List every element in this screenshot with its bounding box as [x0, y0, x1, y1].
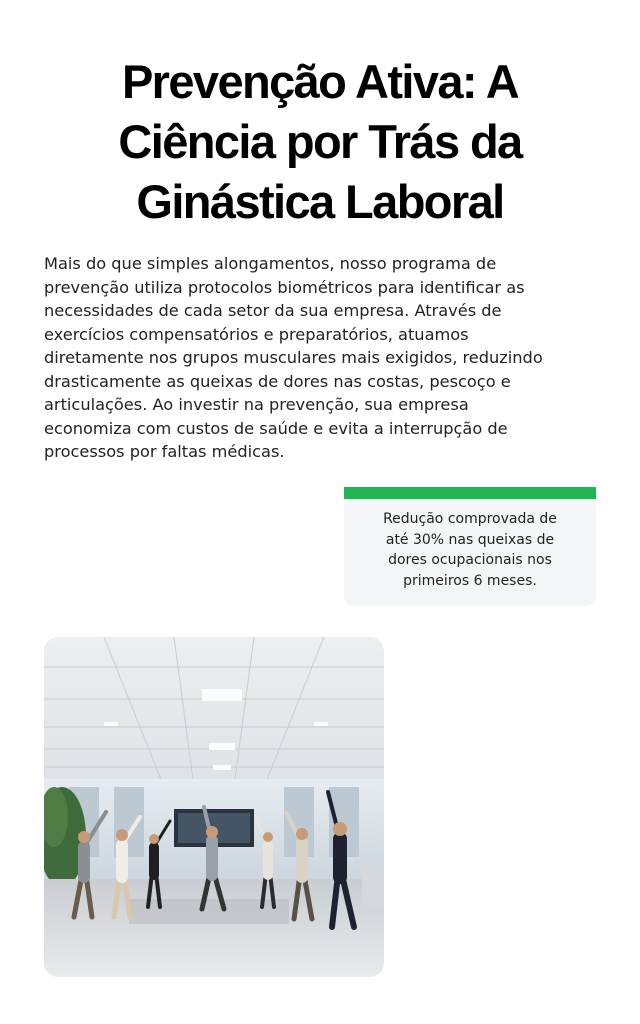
body-line: drasticamente as queixas de dores nas costas, pescoço e	[44, 371, 511, 391]
title-line: Ginástica Laboral	[136, 175, 504, 228]
body-line: exercícios compensatórios e preparatórios, atuamos	[44, 324, 469, 344]
stat-line: dores ocupacionais nos	[388, 552, 552, 568]
stat-accent-bar	[344, 487, 596, 499]
stat-line: Redução comprovada de	[383, 511, 557, 527]
body-line: Mais do que simples alongamentos, nosso programa de	[44, 254, 497, 273]
body-line: necessidades de cada setor da sua empresa. Através de	[44, 301, 502, 320]
body-line: articulações. Ao investir na prevenção, sua empresa	[44, 395, 469, 414]
office-stretching-photo	[44, 637, 384, 977]
page-title	[40, 52, 600, 232]
stat-line: até 30% nas queixas de	[385, 531, 555, 548]
stat-callout-card	[344, 487, 596, 606]
title-line: Prevenção Ativa: A	[121, 55, 519, 108]
body-line: processos por faltas médicas.	[44, 442, 285, 461]
body-line: prevenção utiliza protocolos biométricos para identificar as	[44, 277, 525, 297]
stat-text	[362, 509, 578, 591]
body-paragraph	[44, 252, 604, 464]
body-line: diretamente nos grupos musculares mais exigidos, reduzindo	[44, 348, 543, 367]
stat-line: primeiros 6 meses.	[403, 572, 537, 589]
body-line: economiza com custos de saúde e evita a interrupção de	[44, 418, 508, 438]
title-line: Ciência por Trás da	[118, 115, 522, 168]
